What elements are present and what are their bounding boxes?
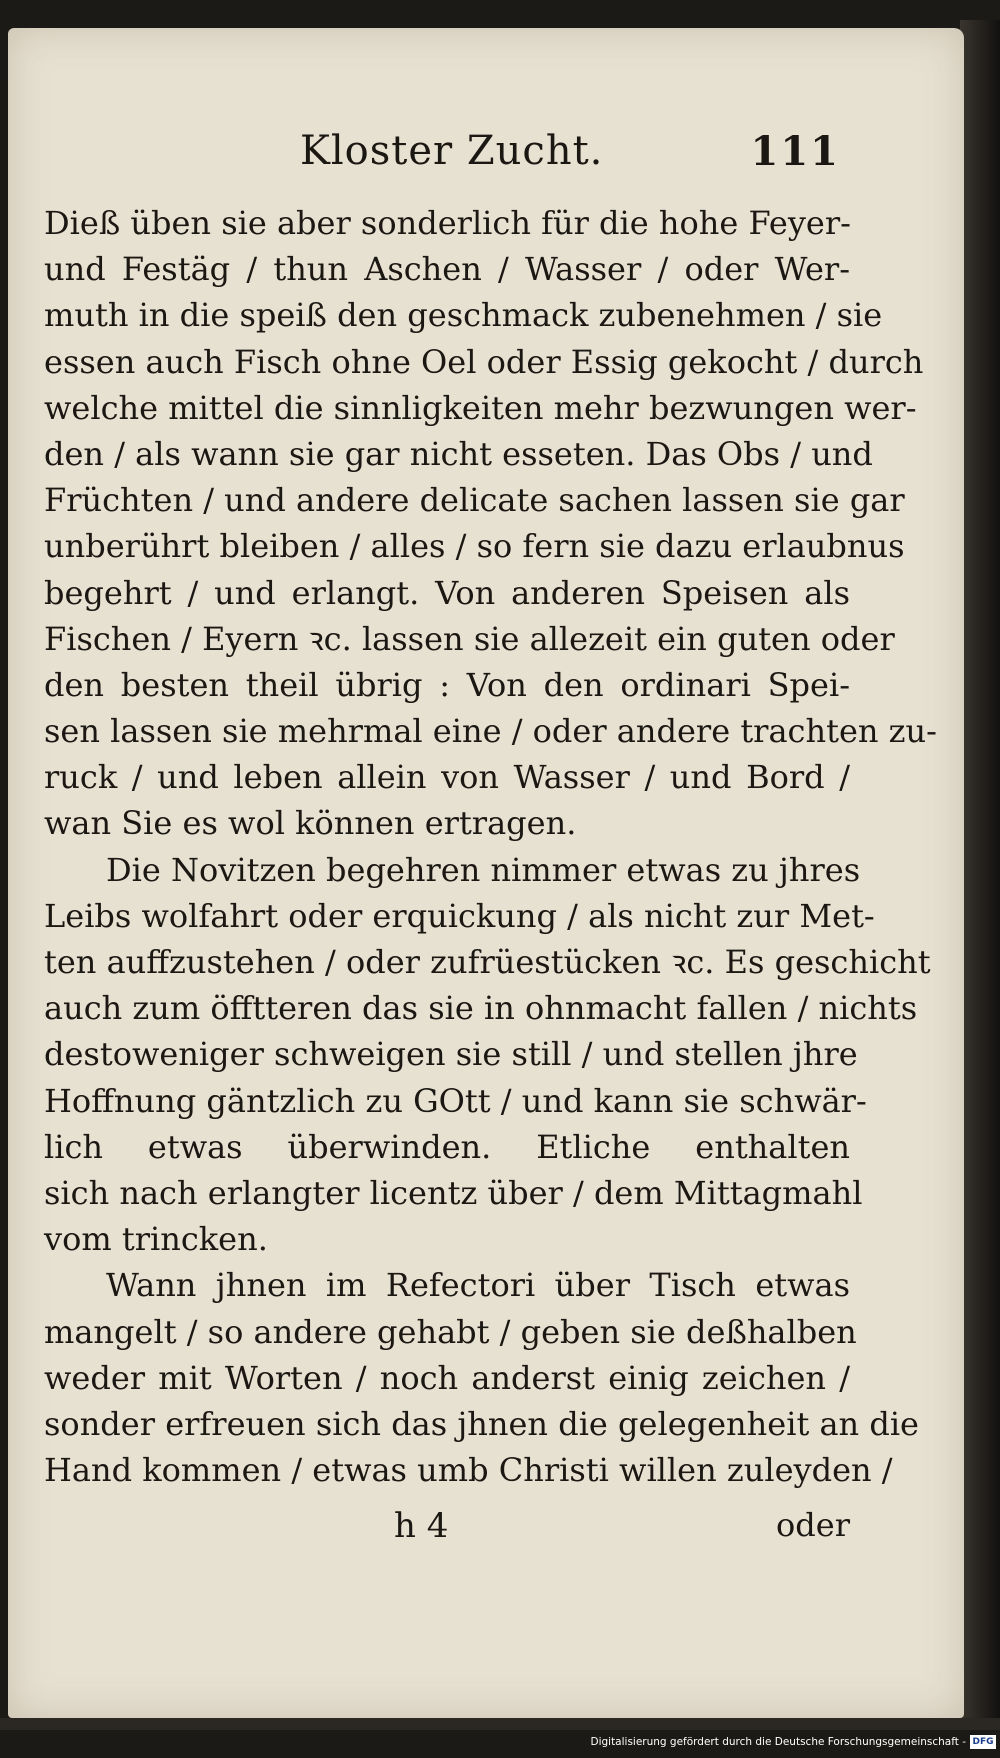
text-line: essen auch Fisch ohne Oel oder Essig gekocht / durch [44,342,924,381]
running-title: Kloster Zucht. [300,128,604,174]
credit-bar [0,1730,1000,1758]
text-line: Wann jhnen im Refectori über Tisch etwas [106,1266,850,1305]
text-line: ruck / und leben allein von Wasser / und Bord / [44,758,850,797]
text-line: Fischen / Eyern ꝛc. lassen sie allezeit ein guten oder [44,619,895,658]
text-line: auch zum öfftteren das sie in ohnmacht fallen / nichts [44,989,918,1028]
text-line: Leibs wolfahrt oder erquickung / als nicht zur Met- [44,896,875,935]
text-line: den besten theil übrig : Von den ordinari Spei- [44,665,850,704]
text-line: wan Sie es wol können ertragen. [44,804,577,843]
page-footer [44,1506,850,1556]
text-line: Dieß üben sie aber sonderlich für die hohe Feyer- [44,204,851,242]
body-text [44,200,937,1493]
text-line: Hand kommen / etwas umb Christi willen zuleyden / [44,1451,893,1490]
catchword: oder [776,1506,850,1544]
text-line: Die Novitzen begehren nimmer etwas zu jhres [106,850,861,889]
text-line: sonder erfreuen sich das jhnen die gelegenheit an die [44,1404,919,1443]
dfg-logo-icon: DFG [970,1735,996,1749]
funding-credit: Digitalisierung gefördert durch die Deutsche Forschungsgemeinschaft - [590,1736,966,1748]
text-line: mangelt / so andere gehabt / geben sie deßhalben [44,1312,857,1351]
text-line: vom trincken. [44,1220,268,1259]
text-line: sich nach erlangter licentz über / dem Mittagmahl [44,1173,863,1212]
text-line: sen lassen sie mehrmal eine / oder andere trachten zu- [44,712,937,751]
text-line: Hoffnung gäntzlich zu GOtt / und kann sie schwär- [44,1081,867,1120]
text-line: lich etwas überwinden. Etliche enthalten [44,1127,850,1166]
text-line: und Festäg / thun Aschen / Wasser / oder Wer- [44,250,850,289]
text-line: destoweniger schweigen sie still / und stellen jhre [44,1035,858,1074]
text-line: den / als wann sie gar nicht esseten. Das Obs / und [44,434,873,473]
page-number: 111 [750,128,840,175]
text-line: welche mittel die sinnligkeiten mehr bezwungen wer- [44,388,917,427]
text-line: unberührt bleiben / alles / so fern sie dazu erlaubnus [44,527,905,566]
text-line: muth in die speiß den geschmack zubenehmen / sie [44,296,883,335]
page-bottom-edge [0,1718,1000,1730]
text-line: Früchten / und andere delicate sachen lassen sie gar [44,481,905,520]
signature-mark: h 4 [394,1506,449,1546]
text-line: begehrt / und erlangt. Von anderen Speisen als [44,573,850,612]
book-spine-edge [960,20,1000,1730]
text-line: ten auffzustehen / oder zufrüestücken ꝛc. Es geschicht [44,943,931,981]
text-line: weder mit Worten / noch anderst einig zeichen / [44,1358,850,1397]
page-header [300,128,840,188]
